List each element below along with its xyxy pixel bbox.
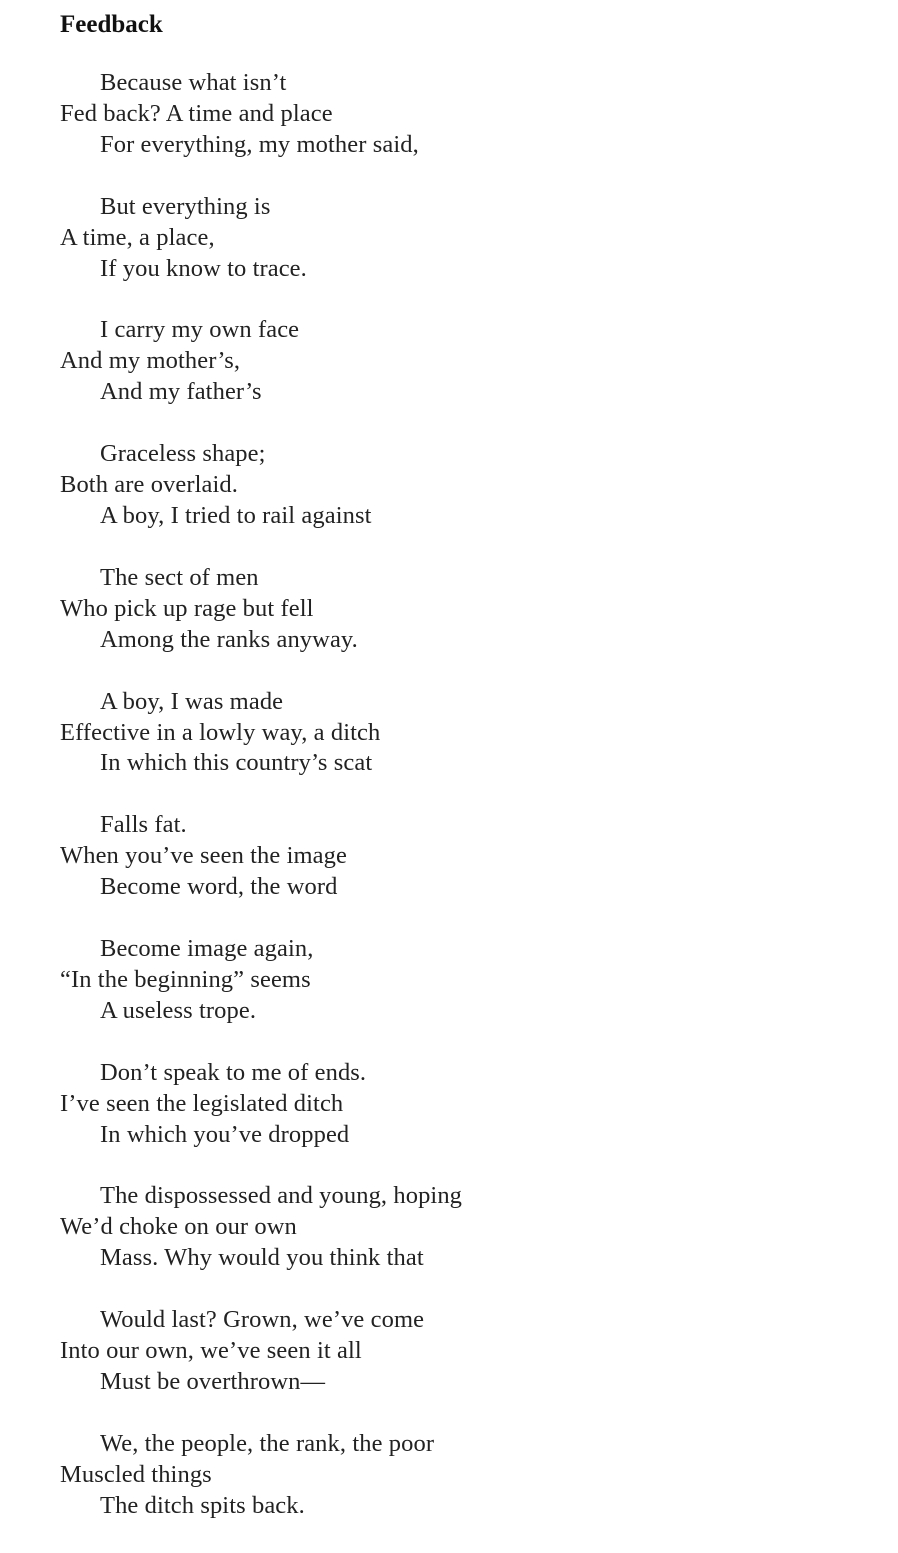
poem-line: Because what isn’t bbox=[100, 69, 287, 96]
poem-line: Must be overthrown— bbox=[100, 1368, 326, 1395]
poem-line: Muscled things bbox=[60, 1460, 212, 1488]
poem-line: The ditch spits back. bbox=[100, 1491, 305, 1519]
poem-stanza bbox=[60, 810, 860, 903]
poem-stanza bbox=[60, 687, 860, 780]
poem-line: Both are overlaid. bbox=[60, 471, 239, 499]
poem-line: Who pick up rage but fell bbox=[60, 594, 314, 622]
poem-stanza bbox=[60, 1181, 860, 1274]
poem-line: A time, a place, bbox=[60, 223, 215, 251]
poem-line: In which this country’s scat bbox=[100, 749, 373, 777]
poem-line: Become word, the word bbox=[100, 873, 338, 901]
poem-line: When you’ve seen the image bbox=[60, 842, 347, 870]
poem-stanza bbox=[60, 315, 860, 408]
poem-line: If you know to trace. bbox=[100, 254, 307, 282]
poem-line: Would last? Grown, we’ve come bbox=[100, 1306, 425, 1334]
poem-stanza bbox=[60, 68, 860, 161]
poem-line: A boy, I tried to rail against bbox=[100, 501, 372, 529]
poem-line: And my mother’s, bbox=[60, 347, 241, 375]
poem-line: We’d choke on our own bbox=[60, 1213, 297, 1241]
poem-stanza bbox=[60, 1429, 860, 1522]
poem-line: Fed back? A time and place bbox=[60, 99, 333, 127]
poem-stanza bbox=[60, 563, 860, 656]
poem-line: Among the ranks anyway. bbox=[100, 625, 358, 653]
poem-line: Into our own, we’ve seen it all bbox=[60, 1337, 362, 1365]
poem-line: In which you’ve dropped bbox=[100, 1120, 350, 1148]
poem-line: “In the beginning” seems bbox=[60, 965, 311, 993]
poem-line: But everything is bbox=[100, 192, 271, 220]
poem-stanza bbox=[60, 1305, 860, 1398]
poem-line: The dispossessed and young, hoping bbox=[100, 1182, 463, 1210]
poem-line: I carry my own face bbox=[100, 316, 300, 344]
poem-page bbox=[60, 6, 860, 1553]
poem-line: Effective in a lowly way, a ditch bbox=[60, 718, 381, 746]
poem-line: Mass. Why would you think that bbox=[100, 1244, 424, 1272]
poem-line: Graceless shape; bbox=[100, 440, 266, 468]
poem-line: We, the people, the rank, the poor bbox=[100, 1429, 435, 1457]
poem-stanza bbox=[60, 934, 860, 1027]
poem-body bbox=[60, 68, 860, 1522]
poem-line: Falls fat. bbox=[100, 811, 187, 839]
poem-line: I’ve seen the legislated ditch bbox=[60, 1089, 344, 1117]
poem-stanza bbox=[60, 1058, 860, 1151]
poem-line: For everything, my mother said, bbox=[100, 130, 419, 158]
poem-line: Become image again, bbox=[100, 935, 314, 963]
poem-line: And my father’s bbox=[100, 378, 262, 406]
poem-stanza bbox=[60, 439, 860, 532]
poem-line: A useless trope. bbox=[100, 996, 257, 1024]
poem-line: A boy, I was made bbox=[100, 687, 284, 715]
poem-title: Feedback bbox=[60, 11, 163, 38]
poem-line: Don’t speak to me of ends. bbox=[100, 1058, 367, 1086]
poem-line: The sect of men bbox=[100, 563, 259, 591]
poem-stanza bbox=[60, 192, 860, 285]
